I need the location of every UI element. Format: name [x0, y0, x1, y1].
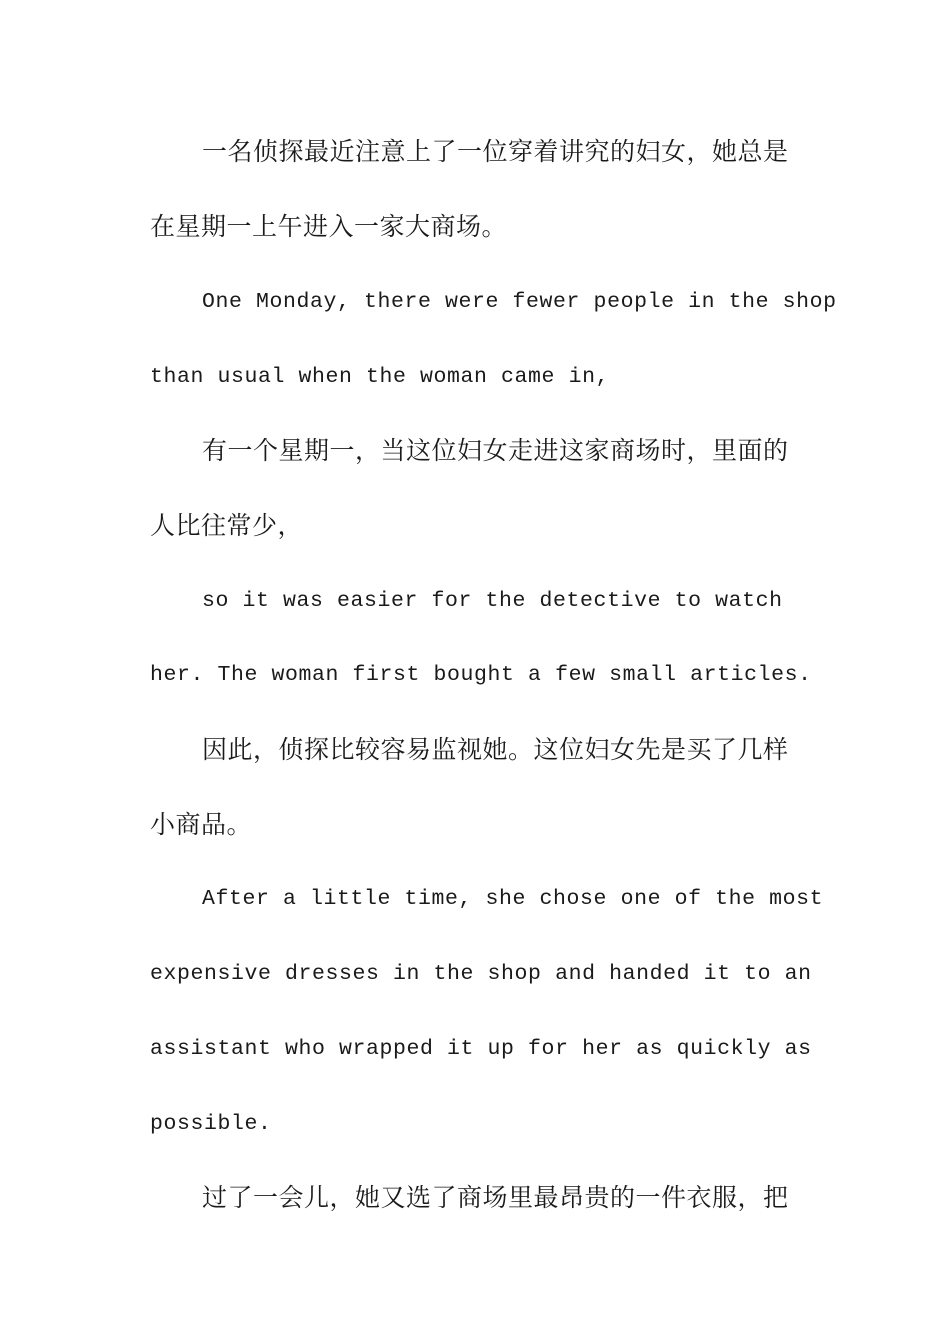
paragraph-line: 过了一会儿，她又选了商场里最昂贵的一件衣服，把	[202, 1183, 789, 1212]
paragraph-line: 人比往常少，	[150, 511, 304, 540]
paragraph-line: 小商品。	[150, 810, 253, 839]
paragraph-line: 在星期一上午进入一家大商场。	[150, 212, 508, 241]
paragraph-line: 一名侦探最近注意上了一位穿着讲究的妇女，她总是	[202, 137, 789, 166]
paragraph-line: so it was easier for the detective to watch	[202, 589, 783, 613]
paragraph-line: assistant who wrapped it up for her as quickly as	[150, 1037, 812, 1061]
paragraph-line: than usual when the woman came in,	[150, 365, 610, 389]
paragraph-line: her. The woman first bought a few small articles.	[150, 663, 812, 687]
paragraph-line: 有一个星期一，当这位妇女走进这家商场时，里面的	[202, 436, 789, 465]
paragraph-line: 因此，侦探比较容易监视她。这位妇女先是买了几样	[202, 735, 789, 764]
paragraph-line: After a little time, she chose one of the most	[202, 887, 824, 911]
paragraph-line: expensive dresses in the shop and handed it to an	[150, 962, 812, 986]
paragraph-line: possible.	[150, 1112, 272, 1136]
paragraph-line: One Monday, there were fewer people in the shop	[202, 290, 837, 314]
